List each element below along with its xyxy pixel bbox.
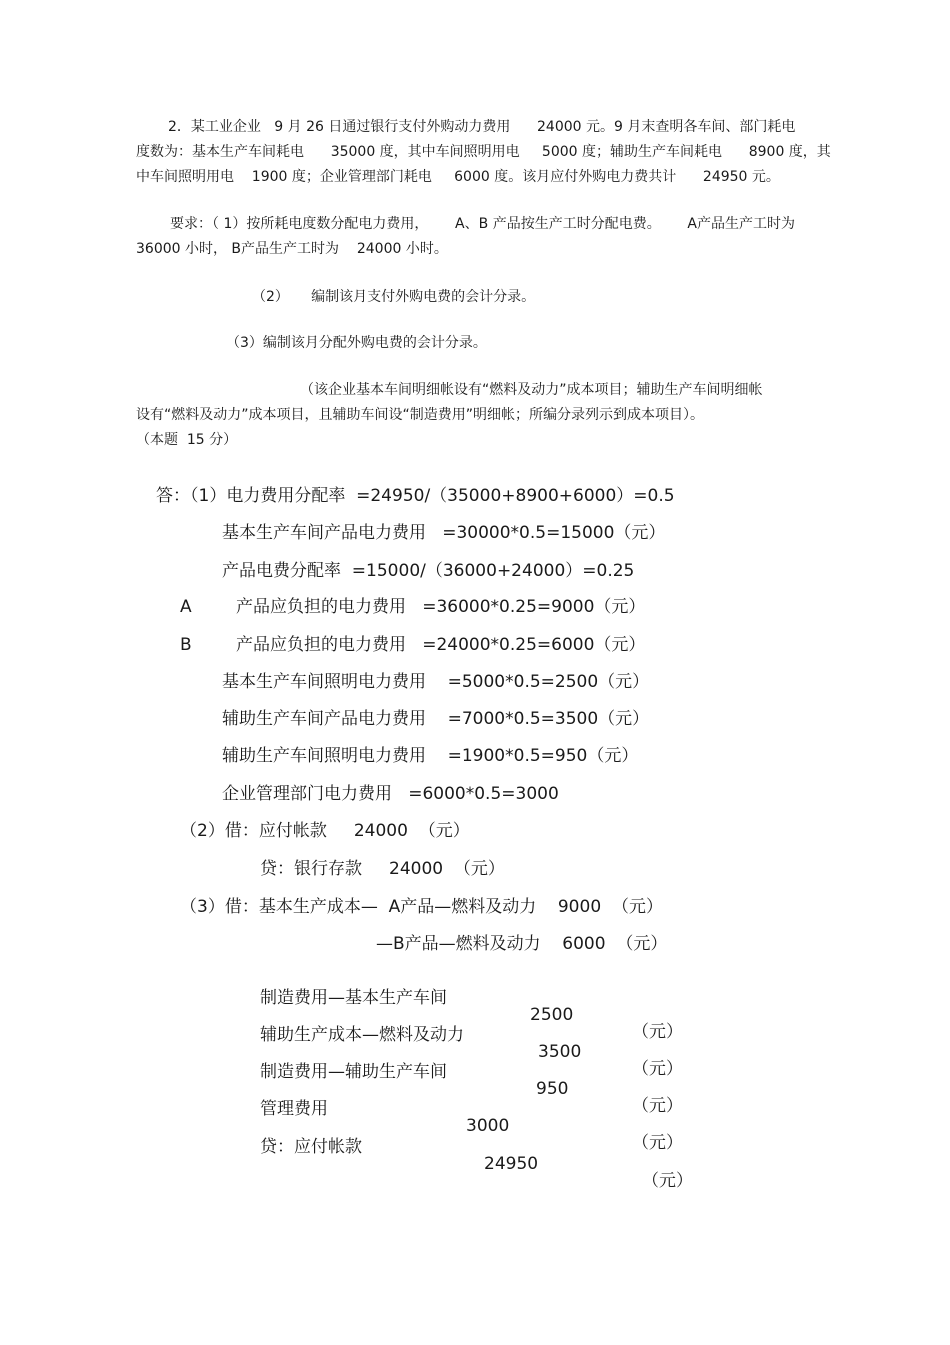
requirement-line-1: 要求：（ 1）按所耗电度数分配电力费用， A、B 产品按生产工时分配电费。 A产品生产工时为 <box>170 216 795 232</box>
journal-amount: 2500 <box>530 1005 574 1025</box>
journal-3-debit-a: （3）借：基本生产成本— A产品—燃料及动力 9000 （元） <box>180 897 663 917</box>
requirement-line-2: 36000 小时， B产品生产工时为 24000 小时。 <box>136 241 448 257</box>
journal-credit-amount: 24950 <box>484 1154 539 1174</box>
journal-unit: （元） <box>632 1059 683 1079</box>
answer-product-rate-line: 产品电费分配率 =15000/（36000+24000）=0.25 <box>222 561 635 581</box>
answer-basic-lighting-line: 基本生产车间照明电力费用 =5000*0.5=2500（元） <box>222 672 650 692</box>
note-line-1: （该企业基本车间明细帐设有“燃料及动力”成本项目；辅助生产车间明细帐 <box>300 382 763 398</box>
journal-unit: （元） <box>632 1022 683 1042</box>
answer-rate-line: 答：（1）电力费用分配率 =24950/（35000+8900+6000）=0.5 <box>156 486 675 506</box>
journal-amount: 3000 <box>466 1116 510 1136</box>
note-line-2: 设有“燃料及动力”成本项目，且辅助车间设“制造费用”明细帐；所编分录列示到成本项目）。 <box>136 407 705 423</box>
requirement-3: （3）编制该月分配外购电费的会计分录。 <box>226 335 487 351</box>
requirement-2: （2） 编制该月支付外购电费的会计分录。 <box>252 289 536 305</box>
journal-2-debit: （2）借：应付帐款 24000 （元） <box>180 821 470 841</box>
answer-product-a-line: 产品应负担的电力费用 =36000*0.25=9000（元） <box>236 597 646 617</box>
journal-account: 管理费用 <box>260 1099 328 1119</box>
journal-3-credit-row <box>0 1122 950 1191</box>
question-line-1: 2．某工业企业 9 月 26 日通过银行支付外购动力费用 24000 元。9 月末查明各车间、部门耗电 <box>168 119 796 135</box>
score-note: （本题 15 分） <box>136 432 238 448</box>
answer-aux-product-line: 辅助生产车间产品电力费用 =7000*0.5=3500（元） <box>222 709 650 729</box>
journal-account: 制造费用—辅助生产车间 <box>260 1062 447 1082</box>
journal-credit-account: 贷：应付帐款 <box>260 1137 362 1157</box>
journal-account: 辅助生产成本—燃料及动力 <box>260 1025 464 1045</box>
journal-unit: （元） <box>632 1096 683 1116</box>
answer-aux-lighting-line: 辅助生产车间照明电力费用 =1900*0.5=950（元） <box>222 746 639 766</box>
journal-account: 制造费用—基本生产车间 <box>260 988 447 1008</box>
answer-product-a-letter: A <box>180 597 192 617</box>
answer-basic-product-line: 基本生产车间产品电力费用 =30000*0.5=15000（元） <box>222 523 666 543</box>
answer-product-b-line: 产品应负担的电力费用 =24000*0.25=6000（元） <box>236 635 646 655</box>
journal-2-credit: 贷：银行存款 24000 （元） <box>260 859 505 879</box>
question-line-2: 度数为：基本生产车间耗电 35000 度，其中车间照明用电 5000 度；辅助生产车间耗电 8900 度，其 <box>136 144 831 160</box>
journal-credit-unit: （元） <box>642 1171 693 1191</box>
answer-product-b-letter: B <box>180 635 192 655</box>
journal-amount: 3500 <box>538 1042 582 1062</box>
journal-unit: （元） <box>632 1133 683 1153</box>
journal-3-debit-b: —B产品—燃料及动力 6000 （元） <box>376 934 668 954</box>
journal-amount: 950 <box>536 1079 569 1099</box>
question-line-3: 中车间照明用电 1900 度；企业管理部门耗电 6000 度。该月应付外购电力费共计 24950 元。 <box>136 169 780 185</box>
answer-admin-line: 企业管理部门电力费用 =6000*0.5=3000 <box>222 784 559 804</box>
